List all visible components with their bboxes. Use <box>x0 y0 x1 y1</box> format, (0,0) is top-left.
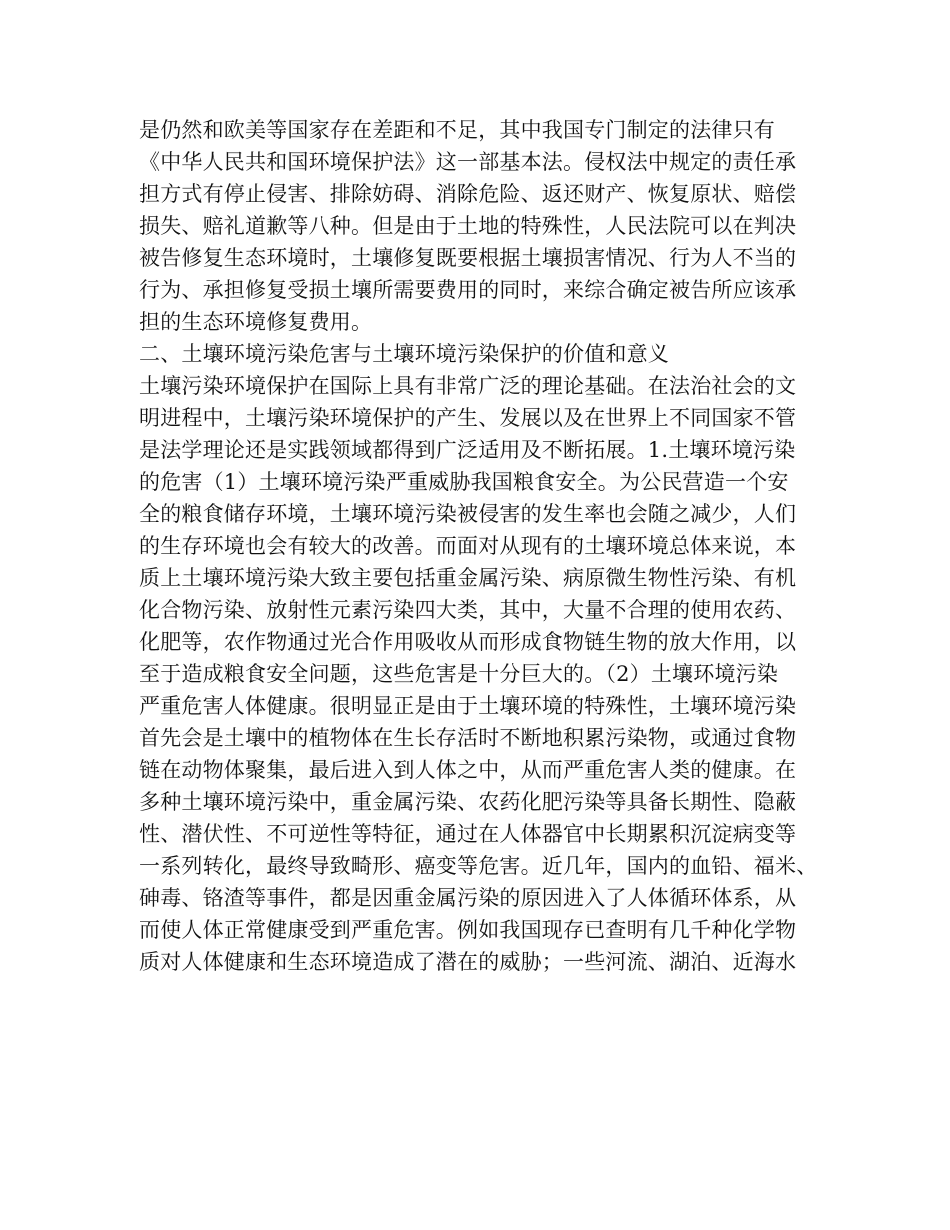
text-line: 而使人体正常健康受到严重危害。例如我国现存已查明有几千种化学物 <box>139 918 797 942</box>
text-line: 性、潜伏性、不可逆性等特征，通过在人体器官中长期累积沉淀病变等 <box>139 822 797 846</box>
text-line: 土壤污染环境保护在国际上具有非常广泛的理论基础。在法治社会的文 <box>139 374 797 398</box>
text-line: 化合物污染、放射性元素污染四大类，其中，大量不合理的使用农药、 <box>139 598 797 622</box>
text-line: 首先会是土壤中的植物体在生长存活时不断地积累污染物，或通过食物 <box>139 726 797 750</box>
text-line: 的生存环境也会有较大的改善。而面对从现有的土壤环境总体来说，本 <box>139 534 797 558</box>
text-line: 是法学理论还是实践领域都得到广泛适用及不断拓展。1.土壤环境污染 <box>139 438 796 462</box>
text-line: 一系列转化，最终导致畸形、癌变等危害。近几年，国内的血铅、福米、 <box>139 854 818 878</box>
text-line: 至于造成粮食安全问题，这些危害是十分巨大的。（2）土壤环境污染 <box>139 662 779 686</box>
text-line: 多种土壤环境污染中，重金属污染、农药化肥污染等具备长期性、隐蔽 <box>139 790 797 814</box>
text-line: 的危害（1）土壤环境污染严重威胁我国粮食安全。为公民营造一个安 <box>139 470 789 494</box>
text-line: 是仍然和欧美等国家存在差距和不足，其中我国专门制定的法律只有 <box>139 118 775 142</box>
text-line: 行为、承担修复受损土壤所需要费用的同时，来综合确定被告所应该承 <box>139 278 797 302</box>
text-line: 链在动物体聚集，最后进入到人体之中，从而严重危害人类的健康。在 <box>139 758 797 782</box>
text-line: 全的粮食储存环境，土壤环境污染被侵害的发生率也会随之减少，人们 <box>139 502 797 526</box>
section-heading: 二、土壤环境污染危害与土壤环境污染保护的价值和意义 <box>139 342 669 366</box>
text-line: 化肥等，农作物通过光合作用吸收从而形成食物链生物的放大作用，以 <box>139 630 797 654</box>
text-line: 《中华人民共和国环境保护法》这一部基本法。侵权法中规定的责任承 <box>139 150 797 174</box>
text-line: 被告修复生态环境时，土壤修复既要根据土壤损害情况、行为人不当的 <box>139 246 797 270</box>
body-text <box>139 114 829 978</box>
text-line: 担的生态环境修复费用。 <box>139 310 373 334</box>
text-line: 损失、赔礼道歉等八种。但是由于土地的特殊性，人民法院可以在判决 <box>139 214 797 238</box>
text-line: 质上土壤环境污染大致主要包括重金属污染、病原微生物性污染、有机 <box>139 566 797 590</box>
text-line: 明进程中，土壤污染环境保护的产生、发展以及在世界上不同国家不管 <box>139 406 797 430</box>
text-line: 质对人体健康和生态环境造成了潜在的威胁；一些河流、湖泊、近海水 <box>139 950 797 974</box>
text-line: 担方式有停止侵害、排除妨碍、消除危险、返还财产、恢复原状、赔偿 <box>139 182 797 206</box>
text-line: 砷毒、铬渣等事件，都是因重金属污染的原因进入了人体循环体系，从 <box>139 886 797 910</box>
text-line: 严重危害人体健康。很明显正是由于土壤环境的特殊性，土壤环境污染 <box>139 694 797 718</box>
